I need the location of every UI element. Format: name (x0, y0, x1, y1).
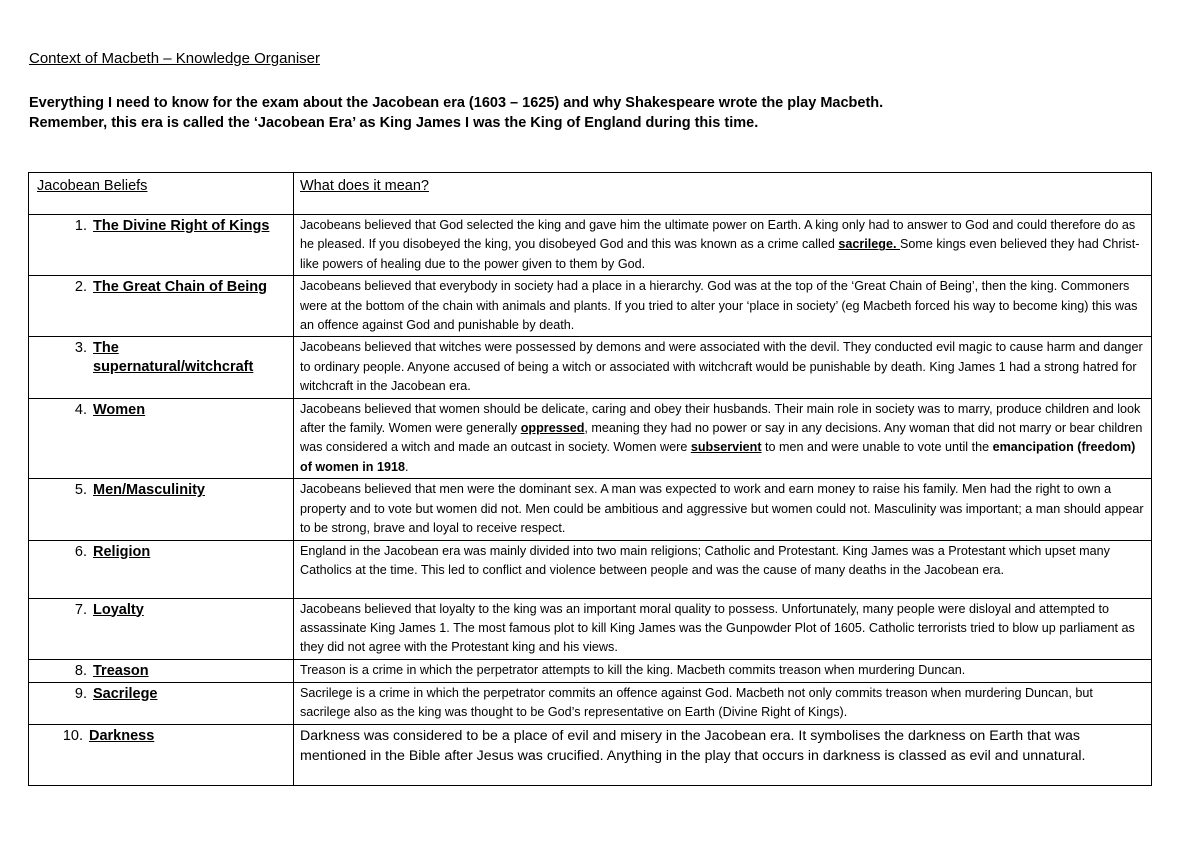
description-cell (294, 215, 1152, 276)
description-cell (294, 479, 1152, 540)
term-name: Darkness (89, 727, 155, 744)
description-text: Jacobeans believed that God selected the king and gave him the ultimate power on Earth. A king only had to answer to God and could therefore do as he pleased. If you disobeyed the king, you disobeyed God and this was known as a crime called (300, 218, 1136, 252)
description-cell (294, 724, 1152, 785)
description: Jacobeans believed that loyalty to the king was an important moral quality to possess. Unfortunately, many people were disloyal and attempted to assassinate King James 1. The most famous plot to kill King James was the Gunpowder Plot of 1605. Catholic terrorists tried to blow up parliament as they did not agree with the Protestant king and his views. (300, 601, 1135, 655)
table-row (29, 724, 1152, 785)
row-number: 1. (74, 218, 87, 234)
row-number: 9. (74, 685, 87, 702)
row-number: 4. (74, 401, 87, 418)
header-meaning: What does it mean? (300, 178, 429, 194)
description: Treason is a crime in which the perpetrator attempts to kill the king. Macbeth commits treason when murdering Duncan. (300, 662, 966, 677)
table-row (29, 540, 1152, 598)
description-cell (294, 540, 1152, 598)
row-number: 7. (74, 601, 87, 618)
table-row (29, 682, 1152, 724)
term-cell (29, 398, 294, 479)
term-name: Loyalty (93, 601, 144, 618)
term-cell (29, 598, 294, 659)
term-name: The supernatural/witchcraft (93, 340, 254, 376)
keyword-oppressed: oppressed (520, 421, 585, 436)
description: Sacrilege is a crime in which the perpetrator commits an offence against God. Macbeth not only commits treason when murdering Duncan, but sacrilege also as the king was thought to be God’s representative on Earth (Divine Right of Kings). (300, 685, 1093, 720)
row-number: 8. (74, 662, 87, 679)
description-text: , meaning they had no power or say in any decisions. Any woman that did not marry or bear children was considered a witch and made an outcast in society. Women were (300, 421, 1143, 455)
description-cell (294, 276, 1152, 337)
term-name: Treason (93, 662, 149, 679)
intro-line-1: Everything I need to know for the exam about the Jacobean era (1603 – 1625) and why Shakespeare wrote the play Macbeth. (29, 95, 884, 111)
description: England in the Jacobean era was mainly divided into two main religions; Catholic and Protestant. King James was a Protestant which upset many Catholics at the time. This led to conflict and violence between people and was the cause of many deaths in the Jacobean era. (300, 543, 1110, 577)
term-cell (29, 276, 294, 337)
description-cell (294, 659, 1152, 682)
term-cell (29, 479, 294, 540)
term-name: Women (93, 401, 146, 418)
term-cell (29, 724, 294, 785)
description-cell (294, 598, 1152, 659)
description-text: Jacobeans believed that women should be delicate, caring and obey their husbands. Their main role in society was to marry, produce children and look after the family. Women were generally (300, 401, 1141, 436)
table-row (29, 598, 1152, 659)
description-text: Some kings even believed they had Christ-like powers of healing due to the power given to them by God. (300, 237, 1140, 271)
table-row (29, 479, 1152, 540)
term-name: Men/Masculinity (93, 482, 205, 499)
intro-paragraph (29, 93, 883, 133)
header-cell-meaning (294, 173, 1152, 215)
table-row (29, 337, 1152, 398)
header-beliefs: Jacobean Beliefs (37, 178, 148, 194)
row-number: 3. (74, 340, 87, 357)
description-cell (294, 337, 1152, 398)
row-number: 6. (74, 543, 87, 560)
table-row (29, 398, 1152, 479)
description-text: . (404, 459, 409, 474)
description-text: to men and were unable to vote until the (761, 440, 993, 455)
table-row (29, 215, 1152, 276)
table-row (29, 276, 1152, 337)
term-name: The Divine Right of Kings (93, 218, 270, 234)
term-cell (29, 682, 294, 724)
description (300, 216, 1145, 274)
row-number: 10. (62, 727, 83, 744)
header-cell-beliefs (29, 173, 294, 215)
row-number: 5. (74, 482, 87, 499)
term-name: The Great Chain of Being (93, 279, 268, 296)
table-row (29, 659, 1152, 682)
term-cell (29, 215, 294, 276)
description (300, 400, 1145, 478)
document-title: Context of Macbeth – Knowledge Organiser (29, 50, 320, 67)
description-cell (294, 398, 1152, 479)
term-cell (29, 659, 294, 682)
knowledge-organiser-table (28, 172, 1152, 786)
keyword-emancipation: emancipation (freedom) of women in 1918 (300, 440, 1136, 474)
intro-line-2: Remember, this era is called the ‘Jacobean Era’ as King James I was the King of England during this time. (29, 115, 759, 131)
description: Jacobeans believed that men were the dominant sex. A man was expected to work and earn money to raise his family. Men had the right to own a property and to vote but women did not. Men could be ambitious and aggressive but women could not. Masculinity was important; a man should appear to be strong, brave and loyal to receive respect. (300, 482, 1144, 536)
term-cell (29, 540, 294, 598)
term-name: Religion (93, 543, 151, 560)
keyword-subservient: subservient (690, 440, 762, 455)
description: Jacobeans believed that everybody in society had a place in a hierarchy. God was at the top of the ‘Great Chain of Being’, then the king. Commoners were at the bottom of the chain with animals and plants. If you tried to alter your ‘place in society’ (eg Macbeth forced his way to become king) this was an offence against God and punishable by death. (300, 279, 1138, 333)
description-cell (294, 682, 1152, 724)
description: Jacobeans believed that witches were possessed by demons and were associated with the devil. They conducted evil magic to cause harm and danger to ordinary people. Anyone accused of being a witch or associated with witchcraft would be punishable by death. King James 1 had a strong hatred for witchcraft in the Jacobean era. (300, 340, 1143, 394)
term-name: Sacrilege (93, 685, 158, 702)
keyword-sacrilege: sacrilege. (838, 237, 900, 252)
table-header-row (29, 173, 1152, 215)
description: Darkness was considered to be a place of evil and misery in the Jacobean era. It symbolises the darkness on Earth that was mentioned in the Bible after Jesus was crucified. Anything in the play that occurs in darkness is classed as evil and unnatural. (300, 727, 1086, 764)
row-number: 2. (74, 279, 87, 296)
term-cell (29, 337, 294, 398)
